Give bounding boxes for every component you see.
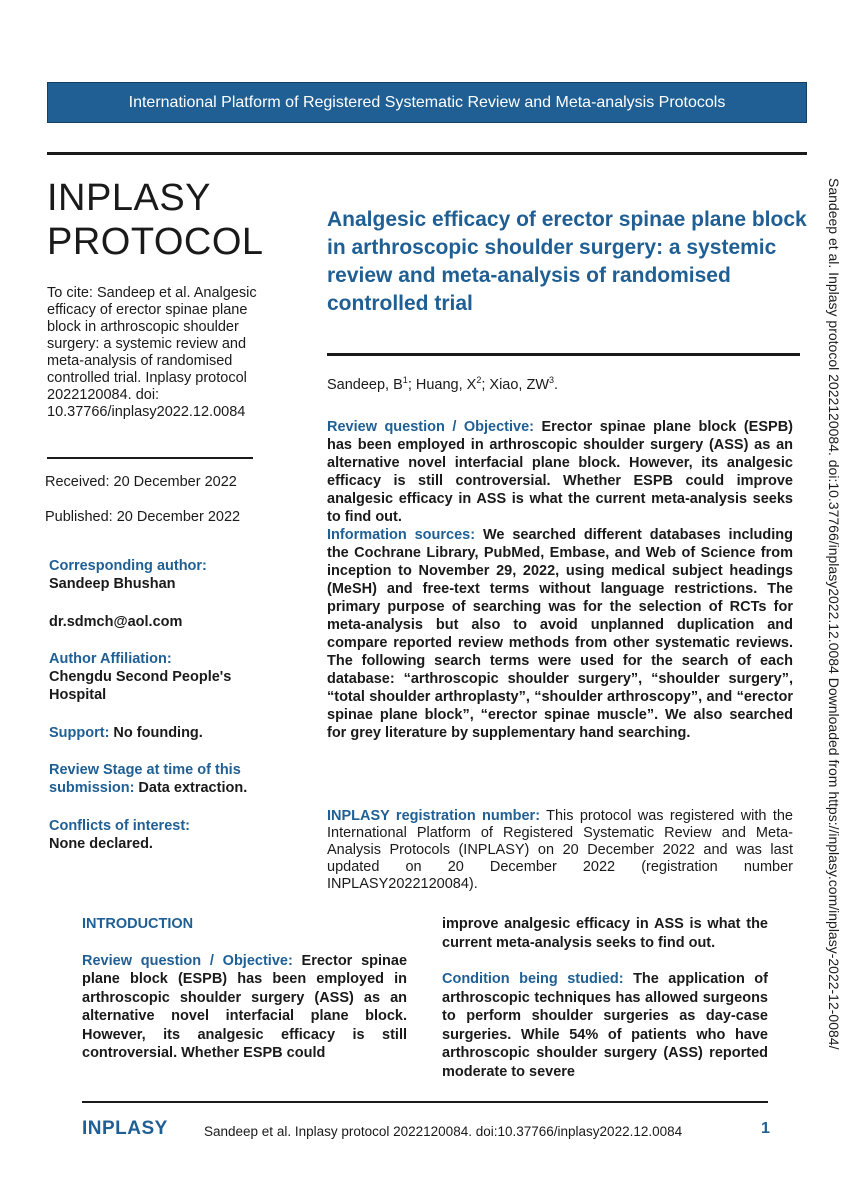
registration-text: This protocol was registered with the International Platform of Registered Systematic Review and Meta-Analysis Protocols (INPLASY) on 20 December 2022 and was last updated on 20 December 2022 (registration number INPLASY2022120084). [327,808,793,892]
introduction-heading: INTRODUCTION [82,916,194,932]
affiliation-label: Author Affiliation: [49,651,172,667]
condition-label: Condition being studied: [442,971,624,987]
condition-text: The application of arthroscopic techniques has allowed surgeons to perform shoulder surgeries as day-case surgeries. While 54% of patients who have arthroscopic shoulder surgery (ASS) reported moderate to severe [442,971,768,1080]
corresponding-author [49,557,279,593]
information-sources-text: We searched different databases including the Cochrane Library, PubMed, Embase, and Web of Science from inception to November 29, 2022, using medical subject headings (MeSH) and free-text terms without language restrictions. The primary purpose of searching was for the selection of RCTs for meta-analysis but also to avoid unplanned duplication and compare reported review methods from other systematic reviews. The following search terms were used for the search of each database: “arthroscopic shoulder surgery”, “shoulder surgery”, “total shoulder arthroplasty”, “shoulder arthroscopy”, and “erector spinae plane block”, “erector spinae muscle”. We also searched for grey literature by supplementary hand searching. [327,527,793,741]
footer-divider [82,1101,768,1103]
author-3: ; Xiao, ZW [481,376,550,393]
stage-text: Data extraction. [134,780,248,796]
header-banner [47,82,807,123]
citation-block: To cite: Sandeep et al. Analgesic efficacy of erector spinae plane block in arthroscopic shoulder surgery: a systemic review and meta-analysis of randomised controlled trial. Inplasy protocol 2022120084. doi: 10.37766/inplasy2022.12.0084 [47,285,257,420]
intro-review-label: Review question / Objective: [82,952,293,969]
condition-studied [442,970,768,1081]
review-question-label: Review question / Objective: [327,419,534,435]
brand-line-1: INPLASY [47,177,212,219]
corresponding-name: Sandeep Bhushan [49,576,176,592]
conflicts-text: None declared. [49,836,153,852]
side-download-note: Sandeep et al. Inplasy protocol 2022120084. doi:10.37766/inplasy2022.12.0084 Downloaded from https://inplasy.com/inplasy-2022-12-0084/ [826,178,842,1050]
intro-review-question [82,952,407,1063]
affiliation-text: Chengdu Second People's Hospital [49,669,232,703]
author-email: dr.sdmch@aol.com [49,614,183,630]
footer-brand: INPLASY [82,1118,168,1139]
review-question [327,418,793,526]
information-sources [327,526,793,742]
footer-citation: Sandeep et al. Inplasy protocol 2022120084. doi:10.37766/inplasy2022.12.0084 [204,1124,683,1139]
support-text: No founding. [109,725,203,741]
top-divider [47,152,807,155]
registration-number [327,808,793,893]
support [49,724,279,742]
received-date: Received: 20 December 2022 [45,474,237,490]
review-stage [49,761,279,797]
page-number: 1 [761,1120,770,1137]
author-affiliation [49,650,279,704]
body-column-2 [442,915,768,1081]
registration-label: INPLASY registration number: [327,808,541,824]
intro-review-text: Erector spinae plane block (ESPB) has been employed in arthroscopic shoulder surgery (ASS) as an alternative novel interfacial plane block. However, its analgesic efficacy is still controversial. Whether ESPB could [82,952,408,1061]
author-list [327,375,558,393]
left-divider [47,457,253,459]
abstract [327,418,793,742]
title-divider [327,353,800,356]
published-date: Published: 20 December 2022 [45,509,241,525]
header-banner-text: International Platform of Registered Systematic Review and Meta-analysis Protocols [128,94,726,111]
conflicts [49,817,279,853]
protocol-brand [47,176,307,264]
author-1: Sandeep, B [327,376,403,393]
article-title: Analgesic efficacy of erector spinae plane block in arthroscopic shoulder surgery: a systemic review and meta-analysis of randomised controlled trial [327,208,807,315]
body-column-1 [82,915,407,1063]
author-1-affil: 1 [402,375,408,385]
brand-line-2: PROTOCOL [47,221,264,263]
author-list-end: . [554,376,559,393]
author-2-affil: 2 [476,375,482,385]
information-sources-label: Information sources: [327,527,476,543]
support-label: Support: [49,725,110,741]
corresponding-label: Corresponding author: [49,558,207,574]
author-2: ; Huang, X [407,376,477,393]
intro-continuation: improve analgesic efficacy in ASS is what the current meta-analysis seeks to find out. [442,916,768,951]
author-3-affil: 3 [549,375,555,385]
review-question-text: Erector spinae plane block (ESPB) has been employed in arthroscopic shoulder surgery (ASS) as an alternative novel interfacial plane block. However, its analgesic efficacy is still controversial. Whether ESPB could improve analgesic efficacy in ASS is what the current meta-analysis seeks to find out. [327,419,793,525]
stage-label: Review Stage at time of this submission: [49,762,241,796]
conflicts-label: Conflicts of interest: [49,818,190,834]
